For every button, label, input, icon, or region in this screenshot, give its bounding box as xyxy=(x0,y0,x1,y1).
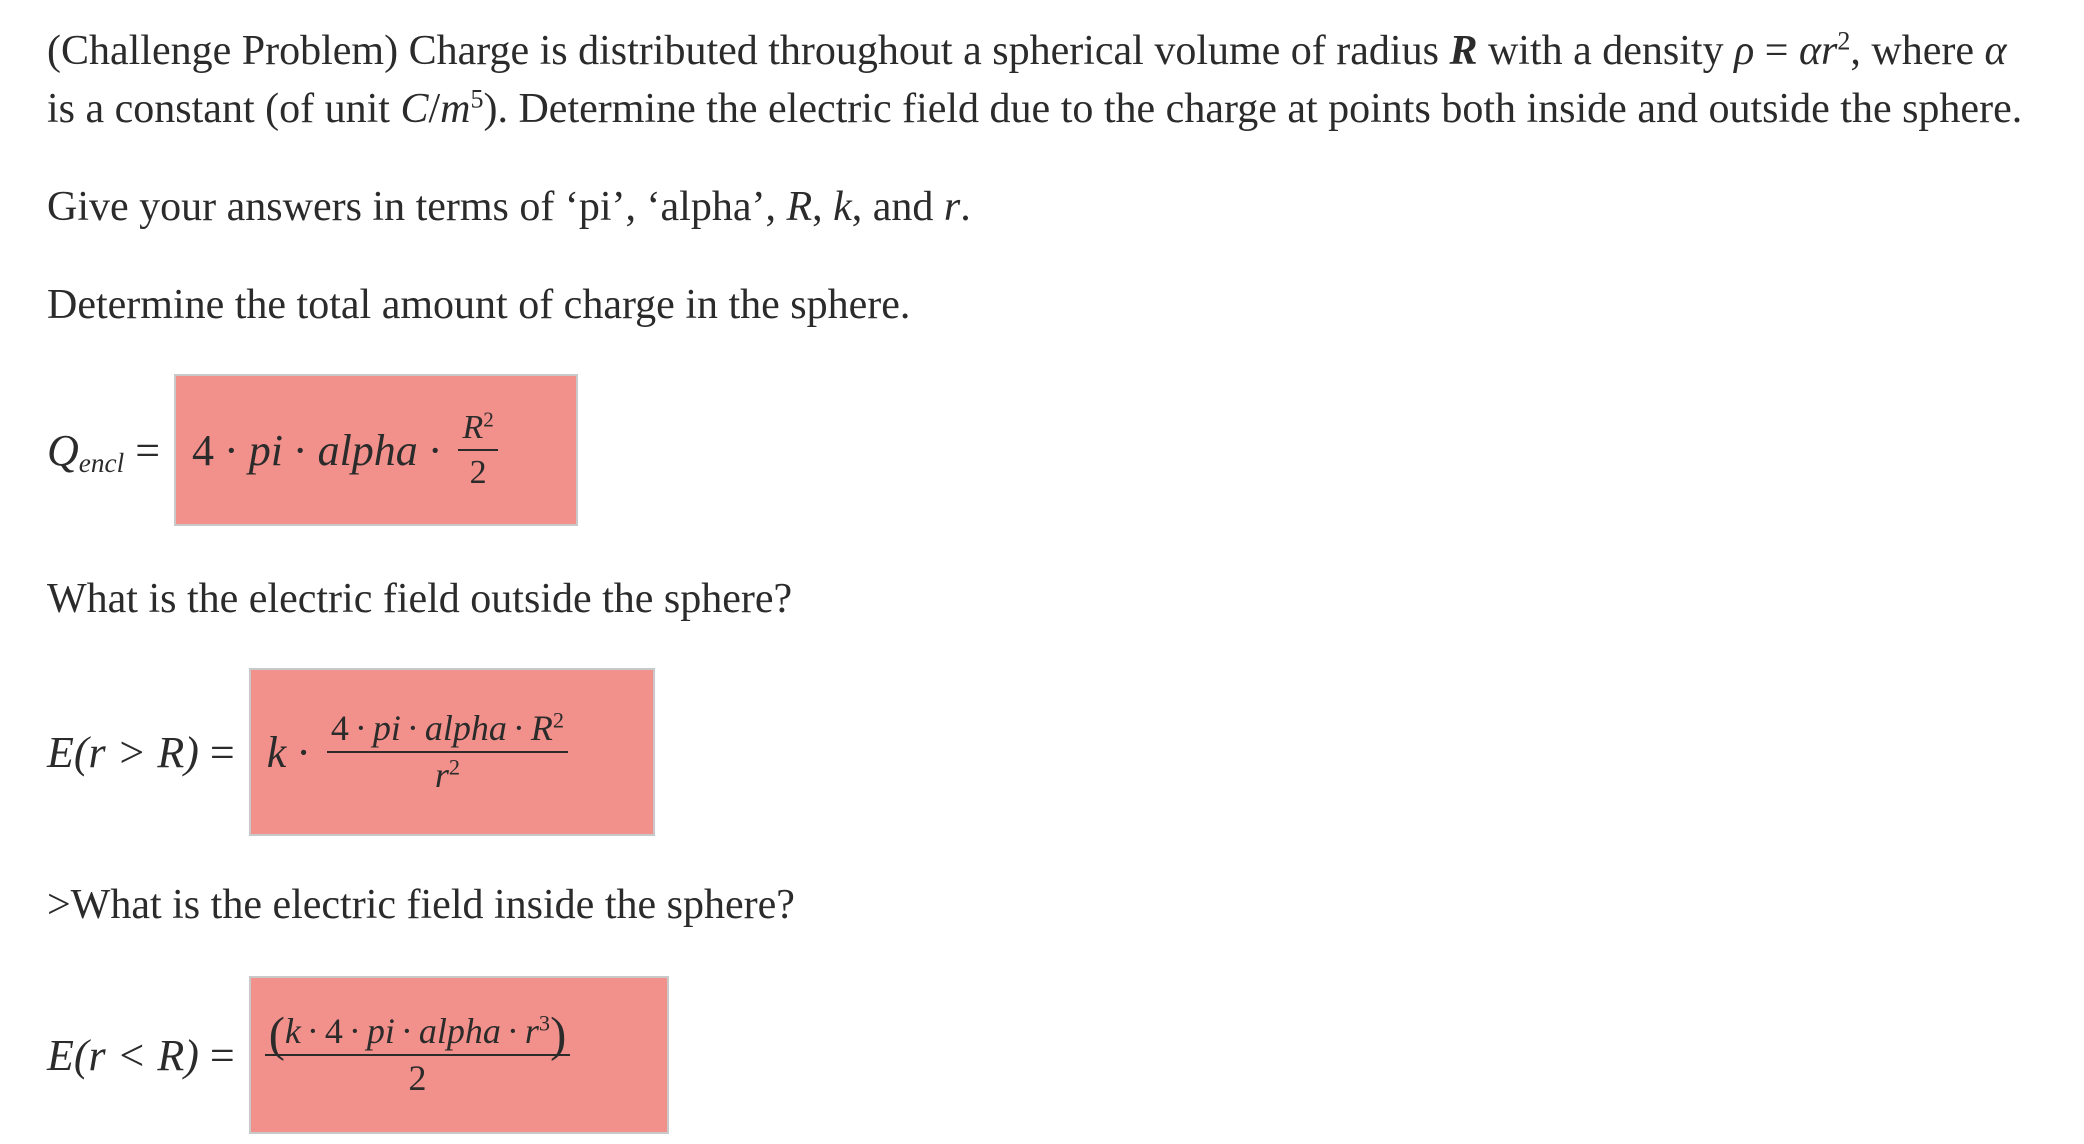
equals-sign: = xyxy=(209,1030,235,1080)
coefficient: 4 xyxy=(330,707,349,748)
slash: / xyxy=(428,86,441,132)
meter-symbol: m xyxy=(440,86,471,132)
coefficient: 4 xyxy=(192,425,215,475)
field-outside-label xyxy=(47,727,235,778)
equals-sign: = xyxy=(135,425,161,475)
answer-row-charge xyxy=(47,374,578,526)
alpha-term: alpha xyxy=(424,707,507,748)
pi-term: pi xyxy=(248,425,283,475)
r-symbol: r xyxy=(1821,28,1838,74)
r-symbol: r xyxy=(943,184,961,230)
denominator: 2 xyxy=(408,1058,427,1098)
r-term: r xyxy=(434,755,449,795)
instructions xyxy=(47,178,971,236)
equals-sign: = xyxy=(1764,28,1789,74)
denominator xyxy=(435,753,460,796)
exponent: 3 xyxy=(538,1010,551,1036)
instructions-text: Give your answers in terms of ‘pi’, ‘alpha’, xyxy=(47,184,776,230)
alpha-term: alpha xyxy=(317,425,418,475)
field-outside-answer-field[interactable]: k · $\frac{4 \cdot pi \cdot alpha \cdot R^2}{r^2}$ xyxy=(249,668,655,836)
problem-text: is a constant (of unit xyxy=(47,86,390,132)
field-inside-label xyxy=(47,1030,235,1081)
numerator: 4 · pi · alpha · $R^2$ xyxy=(327,708,568,753)
denominator: 2 xyxy=(469,454,487,491)
k-term: k xyxy=(266,727,287,777)
close-paren: ) xyxy=(550,1007,567,1062)
coefficient: 4 xyxy=(324,1010,343,1051)
problem-text-density: with a density xyxy=(1487,28,1724,74)
field-inside-expr: E(r < R) xyxy=(47,1030,199,1080)
rho-symbol: ρ xyxy=(1734,28,1755,74)
exponent: 2 xyxy=(483,407,494,432)
coulomb-symbol: C xyxy=(400,86,429,132)
problem-text-where: , where xyxy=(1850,28,1974,74)
problem-text: (Challenge Problem) Charge is distributed throughout a spherical volume of radius xyxy=(47,28,1439,74)
field-outside-expr: E(r > R) xyxy=(47,727,199,777)
charge-answer-field[interactable]: 4 · pi · alpha · $\frac{R^2}{2}$ xyxy=(174,374,578,526)
radius-symbol: R xyxy=(786,184,813,230)
alpha-symbol: α xyxy=(1798,28,1821,74)
comma: , xyxy=(812,184,823,230)
k-symbol: k xyxy=(833,184,852,230)
problem-text-end: ). Determine the electric field due to the charge at points both inside and outside the sphere. xyxy=(483,86,2023,132)
alpha-term: alpha xyxy=(418,1010,501,1051)
q-symbol: Q xyxy=(47,425,79,475)
instructions-and: , and xyxy=(851,184,934,230)
radius-symbol: R xyxy=(1449,28,1478,74)
problem-statement-line1 xyxy=(47,22,2007,80)
exponent: 2 xyxy=(448,754,461,780)
r-term: r xyxy=(524,1010,539,1051)
numerator: (k · 4 · pi · alpha · $r^3$) xyxy=(265,1011,571,1056)
exponent: 2 xyxy=(552,707,565,733)
k-term: k xyxy=(284,1010,301,1051)
question-field-inside: >What is the electric field inside the sphere? xyxy=(47,882,795,928)
fraction xyxy=(458,408,497,492)
encl-subscript: encl xyxy=(78,447,125,478)
answer-row-outside xyxy=(47,668,655,836)
question-total-charge: Determine the total amount of charge in the sphere. xyxy=(47,282,911,328)
open-paren: ( xyxy=(268,1007,285,1062)
fraction xyxy=(327,708,568,797)
period: . xyxy=(960,184,971,230)
r-term: R xyxy=(530,707,553,748)
numerator xyxy=(458,408,497,451)
charge-label xyxy=(47,425,160,476)
equals-sign: = xyxy=(209,727,235,777)
fraction xyxy=(265,1007,571,1100)
answer-row-inside xyxy=(47,976,669,1134)
problem-statement-line2 xyxy=(47,80,2022,138)
pi-term: pi xyxy=(372,707,401,748)
question-field-outside: What is the electric field outside the sphere? xyxy=(47,576,793,622)
r-term: R xyxy=(462,408,484,446)
alpha-symbol: α xyxy=(1984,28,2007,74)
exponent: 5 xyxy=(470,84,484,114)
pi-term: pi xyxy=(366,1010,395,1051)
exponent: 2 xyxy=(1837,26,1851,56)
field-inside-answer-field[interactable] xyxy=(249,976,669,1134)
